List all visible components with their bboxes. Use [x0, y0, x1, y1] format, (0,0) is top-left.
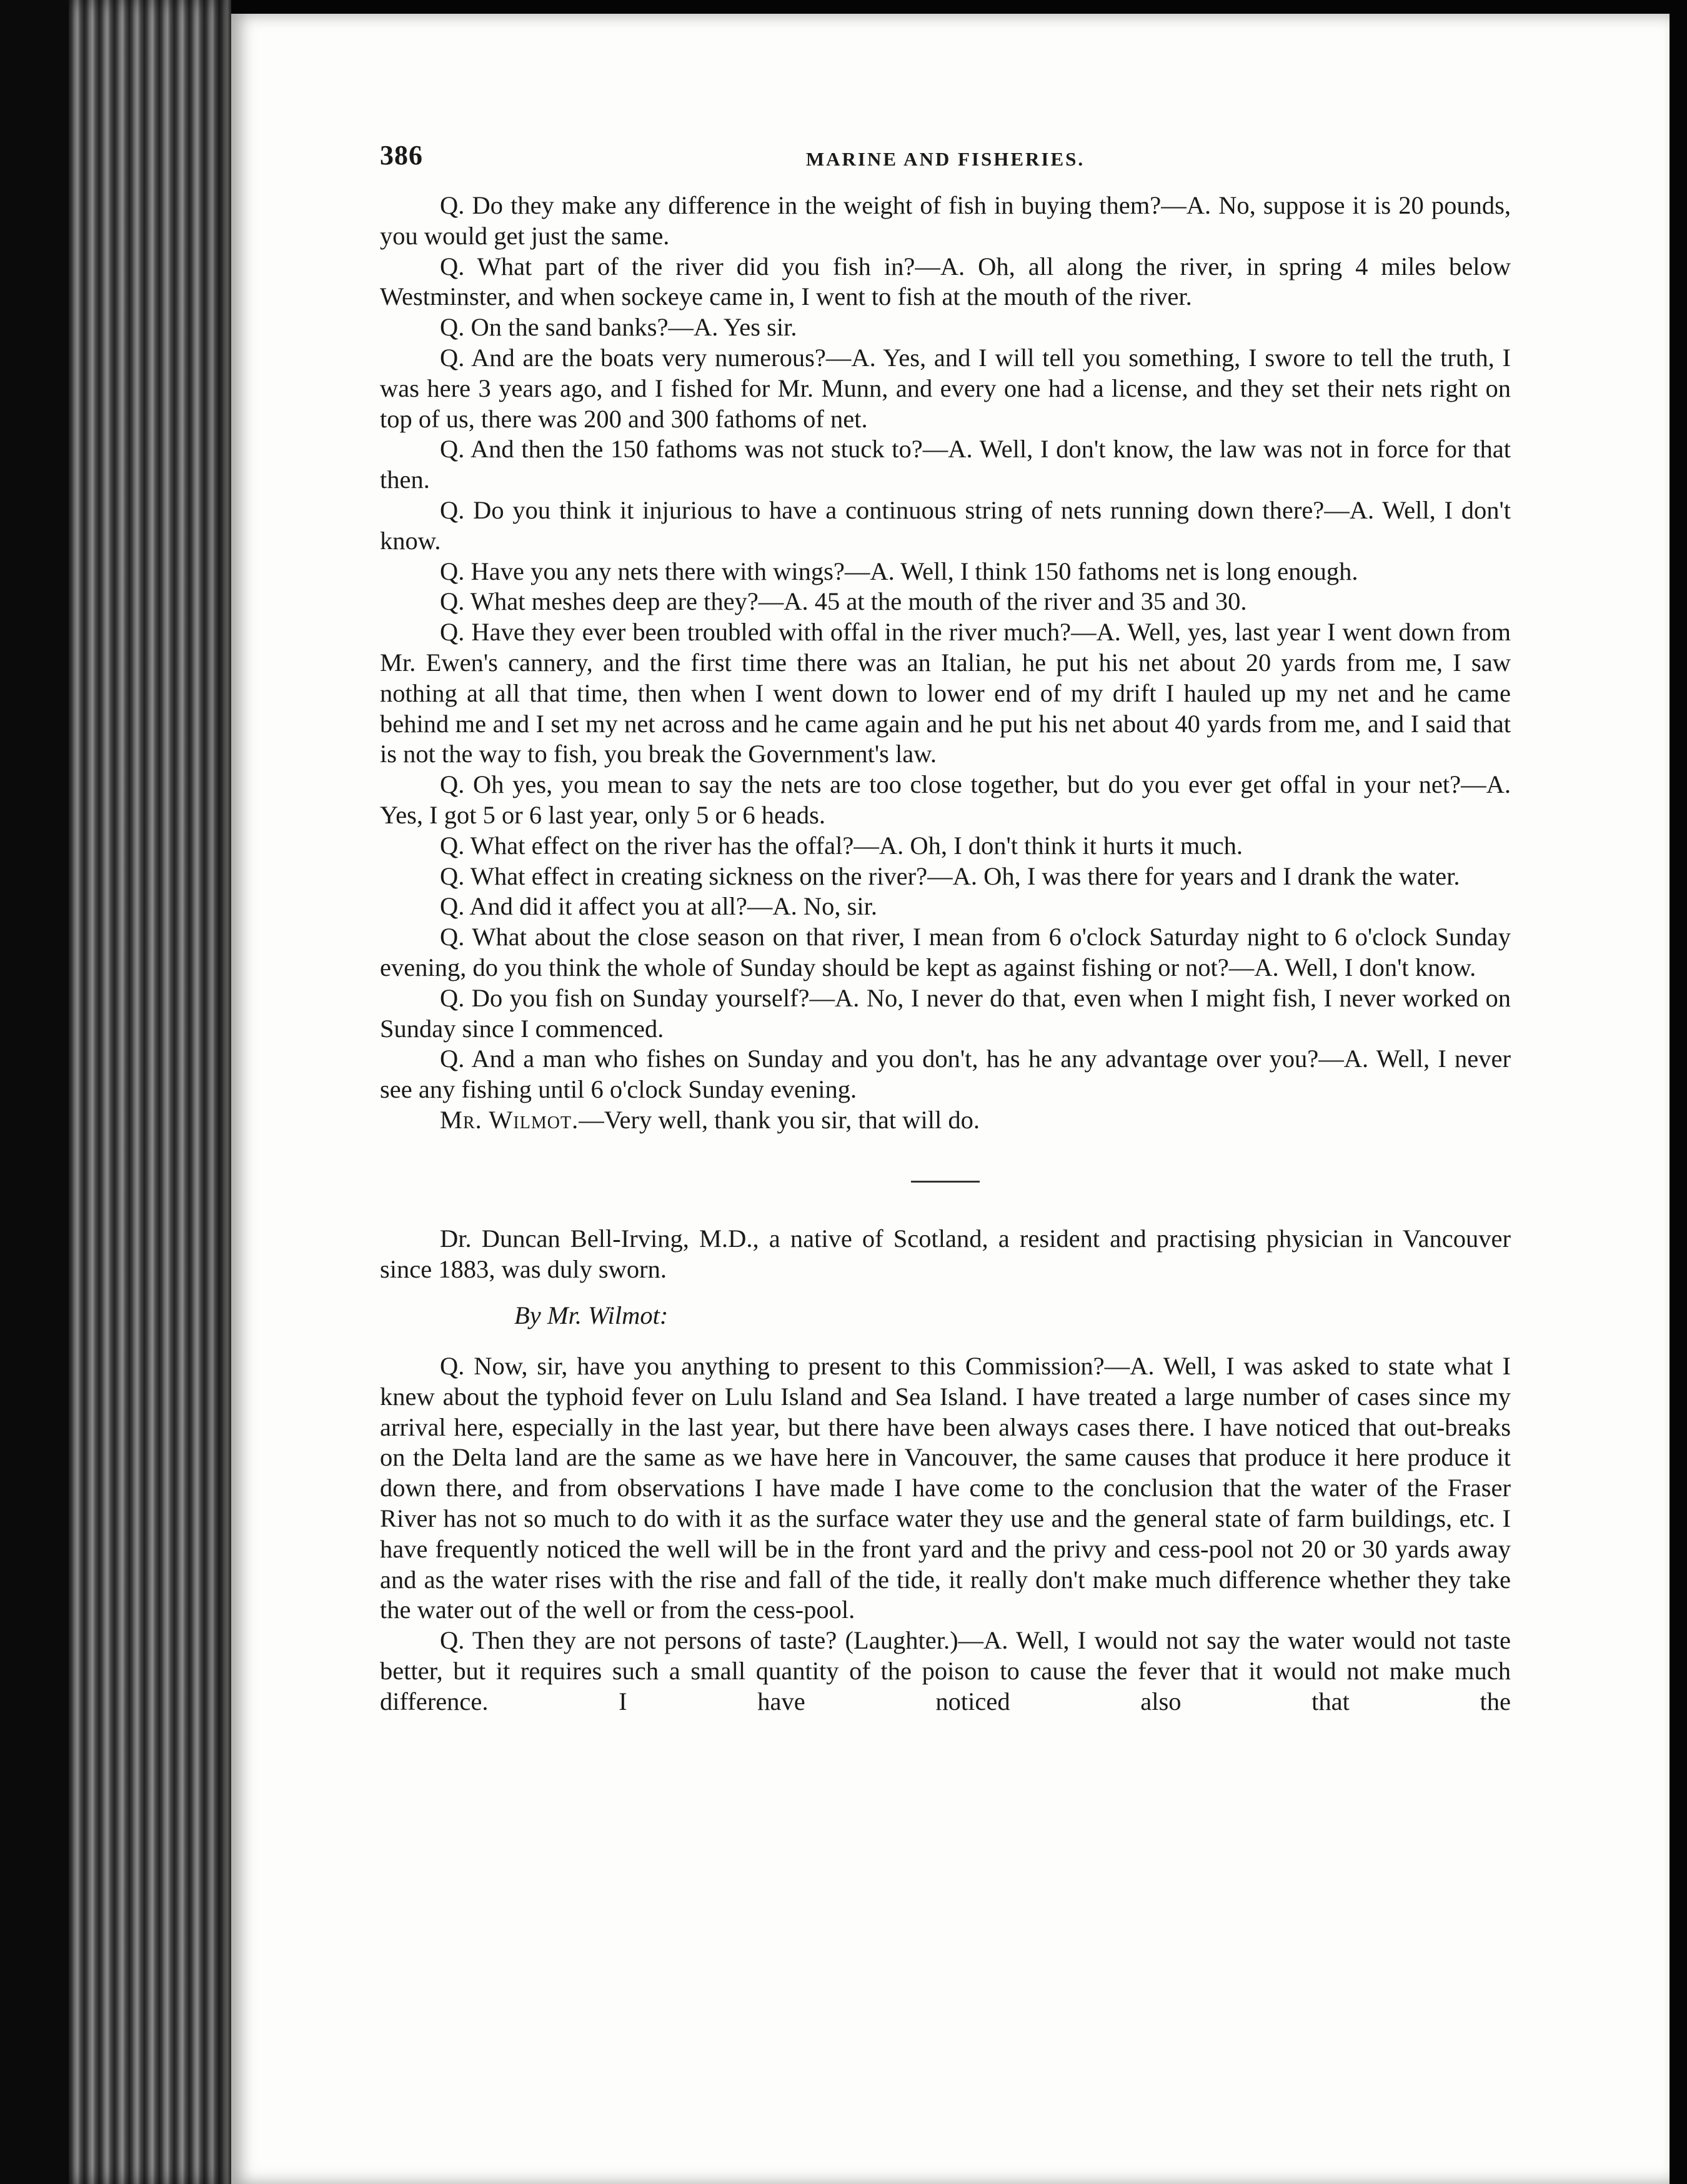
scan-border-right — [1670, 0, 1687, 2184]
testimony-section-2 — [380, 1351, 1511, 1717]
examiner-heading: By Mr. Wilmot: — [514, 1301, 669, 1330]
testimony-paragraph: Q. Do you fish on Sunday yourself?—A. No, I never do that, even when I might fish, I never worked on Sunday since I commenced. — [380, 983, 1511, 1043]
page-number: 386 — [380, 140, 423, 171]
closing-text: —Very well, thank you sir, that will do. — [579, 1105, 980, 1134]
page-body — [380, 141, 1511, 1717]
page-header — [380, 141, 1511, 176]
testimony-paragraph: Q. And did it affect you at all?—A. No, sir. — [440, 892, 878, 921]
scan-border-top — [0, 0, 1687, 14]
scan-border-left — [0, 0, 69, 2184]
testimony-paragraph: Q. What meshes deep are they?—A. 45 at the mouth of the river and 35 and 30. — [440, 587, 1247, 616]
testimony-paragraph: Q. And a man who fishes on Sunday and you don't, has he any advantage over you?—A. Well, I never see any fishing until 6 o'clock Sunday evening. — [380, 1045, 1511, 1104]
testimony-paragraph: Q. On the sand banks?—A. Yes sir. — [440, 313, 797, 342]
testimony-paragraph: Q. Have you any nets there with wings?—A. Well, I think 150 fathoms net is long enough. — [440, 557, 1358, 585]
testimony-section-1 — [380, 191, 1511, 1136]
testimony-paragraph: Q. Have they ever been troubled with offal in the river much?—A. Well, yes, last year I went down from Mr. Ewen's cannery, and the first time there was an Italian, he put his net about 20 yards from me, I saw nothing at all that time, then when I went down to lower end of my drift I hauled up my net and he came behind me and I set my net across and he came again and he put his net about 40 yards from me, and I said that is not the way to fish, you break the Government's law. — [380, 618, 1511, 768]
testimony-paragraph: Q. And then the 150 fathoms was not stuck to?—A. Well, I don't know, the law was not in force for that then. — [380, 435, 1511, 494]
section-divider — [911, 1181, 980, 1183]
testimony-paragraph: Q. Now, sir, have you anything to present to this Commission?—A. Well, I was asked to state what I knew about the typhoid fever on Lulu Island and Sea Island. I have treated a large number of cases since my arrival here, especially in the last year, but there have been always cases there. I have noticed that out-breaks on the Delta land are the same as we have here in Vancouver, the same causes that produce it here produce it down there, and from observations I have made I have come to the conclusion that the water of the Fraser River has not so much to do with it as the surface water they use and the general state of farm buildings, etc. I have frequently noticed the well will be in the front yard and the privy and cess-pool not 20 or 30 yards away and as the water rises with the rise and fall of the tide, it really don't make much difference whether they take the water out of the well or from the cess-pool. — [380, 1352, 1511, 1624]
closing-remark — [380, 1105, 1511, 1136]
testimony-paragraph: Q. Then they are not persons of taste? (Laughter.)—A. Well, I would not say the water would not taste better, but it requires such a small quantity of the poison to cause the fever that it would not make much difference. I have noticed also that the — [380, 1626, 1511, 1715]
testimony-paragraph: Q. What effect on the river has the offal?—A. Oh, I don't think it hurts it much. — [440, 831, 1243, 860]
book-page-edges — [69, 0, 231, 2184]
testimony-paragraph: Q. And are the boats very numerous?—A. Yes, and I will tell you something, I swore to tell the truth, I was here 3 years ago, and I fished for Mr. Munn, and every one had a license, and they set their nets right on top of us, there was 200 and 300 fathoms of net. — [380, 343, 1511, 433]
testimony-paragraph: Q. Oh yes, you mean to say the nets are too close together, but do you ever get offal in your net?—A. Yes, I got 5 or 6 last year, only 5 or 6 heads. — [380, 770, 1511, 829]
testimony-paragraph: Q. Do they make any difference in the weight of fish in buying them?—A. No, suppose it is 20 pounds, you would get just the same. — [380, 191, 1511, 250]
testimony-paragraph: Q. What about the close season on that river, I mean from 6 o'clock Saturday night to 6 o'clock Sunday evening, do you think the whole of Sunday should be kept as against fishing or not?—A. Well, I don't know. — [380, 923, 1511, 981]
testimony-paragraph: Q. Do you think it injurious to have a continuous string of nets running down there?—A. Well, I don't know. — [380, 495, 1511, 555]
closing-speaker: Mr. Wilmot. — [440, 1105, 579, 1134]
witness-introduction: Dr. Duncan Bell-Irving, M.D., a native of Scotland, a resident and practising physician in Vancouver since 1883, was duly sworn. — [380, 1224, 1511, 1283]
testimony-paragraph: Q. What part of the river did you fish in?—A. Oh, all along the river, in spring 4 miles below Westminster, and when sockeye came in, I went to fish at the mouth of the river. — [380, 252, 1511, 311]
running-head: MARINE AND FISHERIES. — [805, 148, 1085, 170]
testimony-paragraph: Q. What effect in creating sickness on the river?—A. Oh, I was there for years and I drank the water. — [440, 861, 1460, 890]
